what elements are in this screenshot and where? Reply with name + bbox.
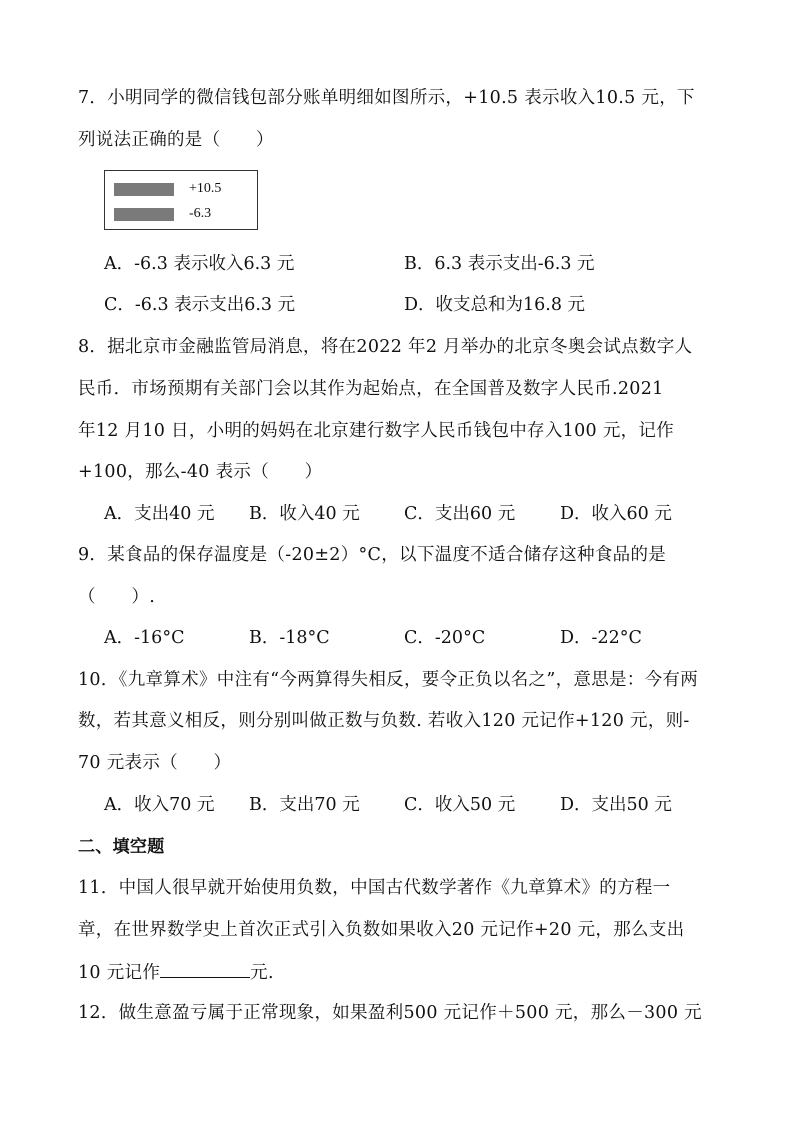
bill-amount-2: -6.3 — [189, 206, 212, 221]
redacted-bar-1 — [114, 183, 174, 196]
q10-option-b: B．支出70 元 — [249, 795, 360, 815]
q7-option-d: D．收支总和为16.8 元 — [404, 295, 586, 315]
q7-line-2: 列说法正确的是（ ） — [78, 130, 274, 150]
q9-option-b: B．-18°C — [249, 628, 330, 648]
wallet-bill-figure — [104, 170, 258, 230]
q9-option-a: A．-16°C — [104, 628, 185, 648]
q7-option-a: A．-6.3 表示收入6.3 元 — [104, 254, 295, 274]
q8-line-1: 8．据北京市金融监管局消息，将在2022 年2 月举办的北京冬奥会试点数字人 — [78, 337, 693, 357]
q10-option-a: A．收入70 元 — [104, 795, 215, 815]
q9-option-c: C．-20°C — [404, 628, 486, 648]
q10-line-1: 10．《九章算术》中注有“今两算得失相反，要令正负以名之”，意思是：今有两 — [78, 670, 699, 690]
q9-line-1: 9．某食品的保存温度是（-20±2）°C，以下温度不适合储存这种食品的是 — [78, 545, 667, 565]
q11-line-3 — [78, 959, 274, 985]
q10-option-d: D．支出50 元 — [560, 795, 672, 815]
q8-option-a: A．支出40 元 — [104, 504, 215, 524]
q12-line-1: 12．做生意盈亏属于正常现象，如果盈利500 元记作＋500 元，那么－300 元 — [78, 1003, 702, 1023]
q9-option-d: D．-22°C — [560, 628, 642, 648]
q10-line-3: 70 元表示（ ） — [78, 753, 232, 773]
bill-amount-1: +10.5 — [189, 181, 222, 196]
q7-option-c: C．-6.3 表示支出6.3 元 — [104, 295, 296, 315]
q11-line-3-suffix: 元. — [250, 963, 274, 983]
q11-line-1: 11．中国人很早就开始使用负数，中国古代数学著作《九章算术》的方程一 — [78, 878, 671, 898]
q11-answer-blank[interactable] — [160, 959, 250, 978]
q8-option-b: B．收入40 元 — [249, 504, 360, 524]
q8-option-d: D．收入60 元 — [560, 504, 672, 524]
q8-line-4: +100，那么-40 表示（ ） — [78, 462, 323, 482]
q10-line-2: 数，若其意义相反，则分别叫做正数与负数. 若收入120 元记作+120 元，则- — [78, 711, 690, 731]
redacted-bar-2 — [114, 208, 174, 221]
q8-line-3: 年12 月10 日，小明的妈妈在北京建行数字人民币钱包中存入100 元，记作 — [78, 421, 675, 441]
q7-line-1: 7．小明同学的微信钱包部分账单明细如图所示，+10.5 表示收入10.5 元，下 — [78, 88, 695, 108]
q10-option-c: C．收入50 元 — [404, 795, 516, 815]
q8-option-c: C．支出60 元 — [404, 504, 516, 524]
q11-line-3-prefix: 10 元记作 — [78, 963, 161, 983]
section-title-fill-in: 二、填空题 — [78, 837, 165, 857]
q7-option-b: B．6.3 表示支出-6.3 元 — [404, 254, 595, 274]
q9-line-2: （ ）. — [78, 587, 156, 607]
q8-line-2: 民币．市场预期有关部门会以其作为起始点，在全国普及数字人民币.2021 — [78, 379, 664, 399]
q11-line-2: 章，在世界数学史上首次正式引入负数如果收入20 元记作+20 元，那么支出 — [78, 920, 685, 940]
